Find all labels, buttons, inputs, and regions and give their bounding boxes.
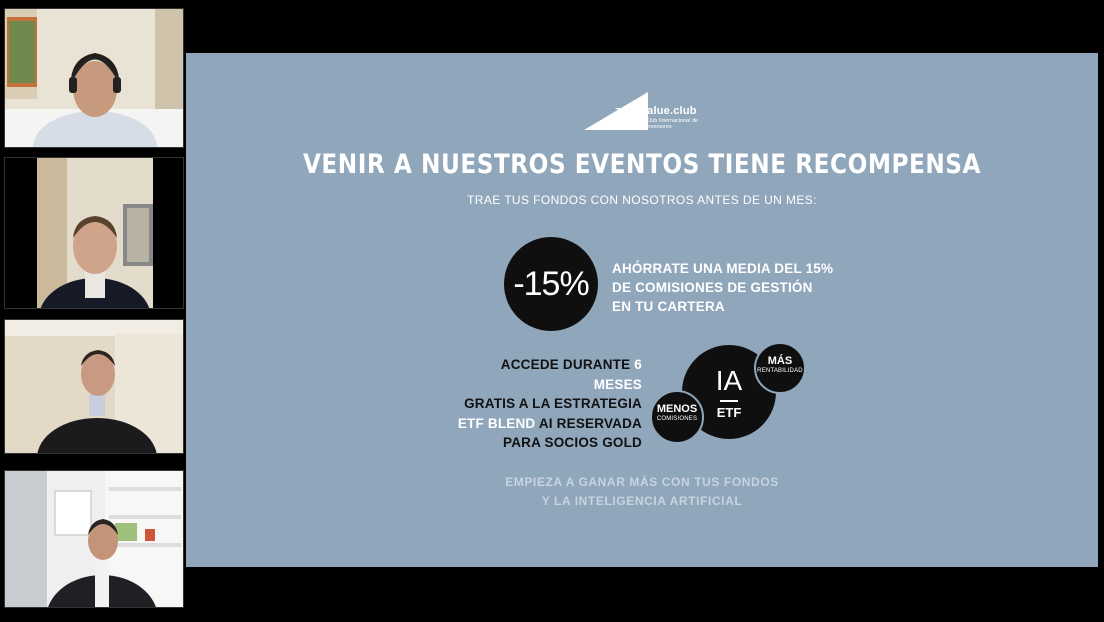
offer-strategy-line-3 bbox=[454, 414, 642, 434]
offer-savings-line-2: DE COMISIONES DE GESTIÓN bbox=[612, 280, 813, 295]
participant-1-video-frame bbox=[5, 9, 184, 148]
discount-circle bbox=[504, 237, 598, 331]
etf-label: ETF bbox=[716, 405, 742, 420]
slide-subtitle: TRAE TUS FONDOS CON NOSOTROS ANTES DE UN MES: bbox=[467, 193, 817, 207]
offer-strategy-line-1-a: ACCEDE DURANTE bbox=[500, 357, 635, 372]
participant-video-4[interactable] bbox=[4, 470, 184, 608]
offer-savings-line-3: EN TU CARTERA bbox=[612, 299, 725, 314]
logo-name: zonavalue.club bbox=[615, 105, 697, 117]
participant-video-3[interactable] bbox=[4, 319, 184, 454]
comisiones-label: COMISIONES bbox=[656, 416, 698, 422]
mas-label: MÁS bbox=[767, 355, 793, 367]
offer-savings-line-1: AHÓRRATE UNA MEDIA DEL 15% bbox=[612, 261, 834, 276]
logo-tagline: Club Internacional de Inversores bbox=[646, 118, 698, 130]
menos-comisiones-circle bbox=[650, 390, 704, 444]
shared-presentation-slide bbox=[186, 53, 1098, 567]
offer-strategy-line-3-b: AI RESERVADA bbox=[535, 415, 642, 431]
offer-strategy-highlight-months: 6 MESES bbox=[593, 357, 642, 392]
participant-video-1[interactable] bbox=[4, 8, 184, 148]
participant-4-video-frame bbox=[5, 471, 184, 608]
menos-label: MENOS bbox=[656, 403, 698, 415]
participant-video-2[interactable] bbox=[4, 157, 184, 309]
footer-line-2: Y LA INTELIGENCIA ARTIFICIAL bbox=[541, 494, 743, 508]
discount-value: -15% bbox=[513, 264, 589, 303]
slide-footer bbox=[186, 473, 1098, 511]
zonavalue-logo bbox=[584, 90, 704, 132]
offer-strategy-line-2: GRATIS A LA ESTRATEGIA bbox=[464, 396, 642, 411]
offer-strategy-line-1 bbox=[454, 355, 642, 394]
ia-label: IA bbox=[715, 365, 743, 396]
offer-strategy-text bbox=[454, 355, 642, 453]
rentabilidad-label: RENTABILIDAD bbox=[757, 368, 803, 374]
participant-3-video-frame bbox=[5, 320, 184, 454]
slide-title: VENIR A NUESTROS EVENTOS TIENE RECOMPENSA bbox=[302, 149, 982, 180]
ia-divider bbox=[720, 400, 738, 402]
offer-strategy-highlight-etf: ETF BLEND bbox=[457, 415, 536, 431]
participant-2-video-frame bbox=[5, 158, 184, 309]
offer-savings-text bbox=[612, 259, 833, 316]
offer-strategy-line-4: PARA SOCIOS GOLD bbox=[503, 435, 642, 450]
mas-rentabilidad-circle bbox=[754, 342, 806, 394]
footer-line-1: EMPIEZA A GANAR MÁS CON TUS FONDOS bbox=[505, 475, 779, 489]
